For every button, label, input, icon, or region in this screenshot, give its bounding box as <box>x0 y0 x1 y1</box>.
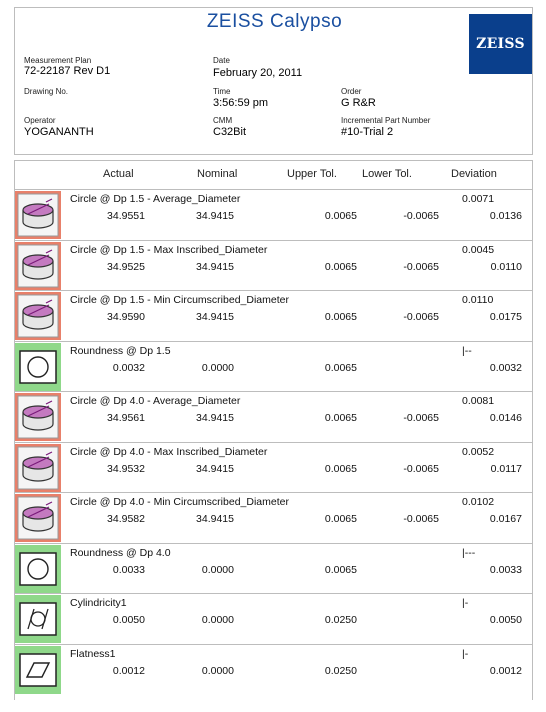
deviation-value: 0.0032 <box>489 361 522 374</box>
col-actual: Actual <box>103 168 134 180</box>
nominal-value: 34.9415 <box>196 311 234 323</box>
deviation-value: 0.0012 <box>489 664 522 677</box>
table-row <box>15 240 532 291</box>
lower-tol-value: -0.0065 <box>403 311 439 323</box>
upper-tol-value: 0.0065 <box>324 210 357 222</box>
feature-name: Roundness @ Dp 1.5 <box>70 344 171 357</box>
actual-value: 34.9525 <box>107 260 145 273</box>
part-number-value: #10-Trial 2 <box>341 126 394 138</box>
nominal-value: 34.9415 <box>196 260 234 273</box>
table-row <box>15 593 532 644</box>
lower-tol-value: -0.0065 <box>403 210 439 222</box>
upper-tol-value: 0.0250 <box>324 614 357 626</box>
cylinder-diameter-icon <box>15 494 61 542</box>
upper-tol-value: 0.0065 <box>324 513 357 525</box>
table-row <box>15 391 532 442</box>
feature-name: Circle @ Dp 4.0 - Average_Diameter <box>70 395 241 407</box>
cmm-value: C32Bit <box>213 126 247 138</box>
deviation-value: 0.0117 <box>490 462 522 475</box>
time-label: Time <box>213 87 231 96</box>
nominal-value: 34.9415 <box>196 210 234 222</box>
roundness-icon <box>15 343 61 391</box>
deviation-value: 0.0050 <box>489 614 522 626</box>
cylinder-diameter-icon <box>15 191 61 239</box>
feature-name: Circle @ Dp 1.5 - Min Circumscribed_Diameter <box>70 294 289 306</box>
order-value: G R&R <box>341 97 376 109</box>
actual-value: 34.9551 <box>107 210 145 222</box>
upper-tol-value: 0.0065 <box>324 563 357 576</box>
cmm-label: CMM <box>213 116 233 125</box>
cylinder-diameter-icon <box>15 393 61 441</box>
actual-value: 0.0032 <box>112 361 145 374</box>
feature-name: Circle @ Dp 1.5 - Average_Diameter <box>70 193 241 205</box>
cylinder-diameter-icon <box>15 444 61 492</box>
report-header <box>14 7 533 155</box>
nominal-value: 0.0000 <box>201 664 234 677</box>
feature-name: Flatness1 <box>70 647 116 660</box>
deviation-indicator: 0.0052 <box>462 445 495 458</box>
drawing-label: Drawing No. <box>24 87 69 96</box>
lower-tol-value: -0.0065 <box>403 513 439 525</box>
upper-tol-value: 0.0065 <box>324 361 357 374</box>
table-row <box>15 492 532 543</box>
report-title: ZEISS Calypso <box>206 11 343 32</box>
lower-tol-value: -0.0065 <box>403 260 439 273</box>
lower-tol-value: -0.0065 <box>403 412 439 424</box>
feature-name: Circle @ Dp 4.0 - Max Inscribed_Diameter <box>70 445 268 458</box>
table-row <box>15 543 532 594</box>
operator-label: Operator <box>24 116 56 125</box>
upper-tol-value: 0.0065 <box>324 412 357 424</box>
zeiss-logo: ZEISS <box>469 14 532 74</box>
deviation-value: 0.0110 <box>490 260 522 273</box>
deviation-indicator: |- <box>462 647 469 660</box>
cylindricity-icon <box>15 595 61 643</box>
measurement-plan-label: Measurement Plan <box>24 56 92 65</box>
nominal-value: 34.9415 <box>196 462 234 475</box>
actual-value: 0.0050 <box>112 614 145 626</box>
actual-value: 0.0033 <box>112 563 145 576</box>
actual-value: 34.9582 <box>107 513 145 525</box>
nominal-value: 0.0000 <box>201 563 234 576</box>
actual-value: 34.9590 <box>107 311 145 323</box>
col-deviation: Deviation <box>451 168 497 180</box>
date-label: Date <box>213 56 230 65</box>
table-row <box>15 442 532 493</box>
col-upper-tol: Upper Tol. <box>287 168 337 180</box>
order-label: Order <box>341 87 362 96</box>
col-lower-tol: Lower Tol. <box>362 168 412 180</box>
operator-value: YOGANANTH <box>24 126 94 138</box>
deviation-indicator: |-- <box>462 344 472 357</box>
deviation-indicator: |--- <box>462 546 476 559</box>
measurement-plan-value: 72-22187 Rev D1 <box>24 65 111 77</box>
feature-name: Circle @ Dp 4.0 - Min Circumscribed_Diameter <box>70 496 289 508</box>
cylinder-diameter-icon <box>15 242 61 290</box>
table-row <box>15 341 532 392</box>
col-nominal: Nominal <box>197 168 238 180</box>
actual-value: 34.9561 <box>107 412 145 424</box>
deviation-indicator: 0.0102 <box>462 496 495 508</box>
table-row <box>15 290 532 341</box>
table-row <box>15 189 532 240</box>
deviation-indicator: |- <box>462 597 469 609</box>
feature-name: Roundness @ Dp 4.0 <box>70 546 171 559</box>
lower-tol-value: -0.0065 <box>403 462 439 475</box>
deviation-value: 0.0033 <box>489 563 522 576</box>
deviation-indicator: 0.0110 <box>462 294 494 306</box>
upper-tol-value: 0.0065 <box>324 260 357 273</box>
deviation-value: 0.0136 <box>489 210 522 222</box>
time-value: 3:56:59 pm <box>213 97 269 109</box>
actual-value: 0.0012 <box>112 664 145 677</box>
deviation-value: 0.0167 <box>489 513 522 525</box>
flatness-icon <box>15 646 61 694</box>
cylinder-diameter-icon <box>15 292 61 340</box>
upper-tol-value: 0.0065 <box>324 311 357 323</box>
feature-name: Circle @ Dp 1.5 - Max Inscribed_Diameter <box>70 243 268 256</box>
nominal-value: 34.9415 <box>196 412 234 424</box>
deviation-value: 0.0175 <box>489 311 522 323</box>
nominal-value: 0.0000 <box>201 614 234 626</box>
nominal-value: 0.0000 <box>201 361 234 374</box>
deviation-indicator: 0.0045 <box>462 243 495 256</box>
upper-tol-value: 0.0065 <box>324 462 357 475</box>
deviation-indicator: 0.0071 <box>462 193 495 205</box>
date-value: February 20, 2011 <box>213 67 303 79</box>
actual-value: 34.9532 <box>107 462 145 475</box>
deviation-value: 0.0146 <box>489 412 522 424</box>
upper-tol-value: 0.0250 <box>324 664 357 677</box>
feature-name: Cylindricity1 <box>70 597 127 609</box>
part-number-label: Incremental Part Number <box>341 116 431 125</box>
table-row <box>15 644 532 695</box>
nominal-value: 34.9415 <box>196 513 234 525</box>
deviation-indicator: 0.0081 <box>462 395 495 407</box>
roundness-icon <box>15 545 61 593</box>
